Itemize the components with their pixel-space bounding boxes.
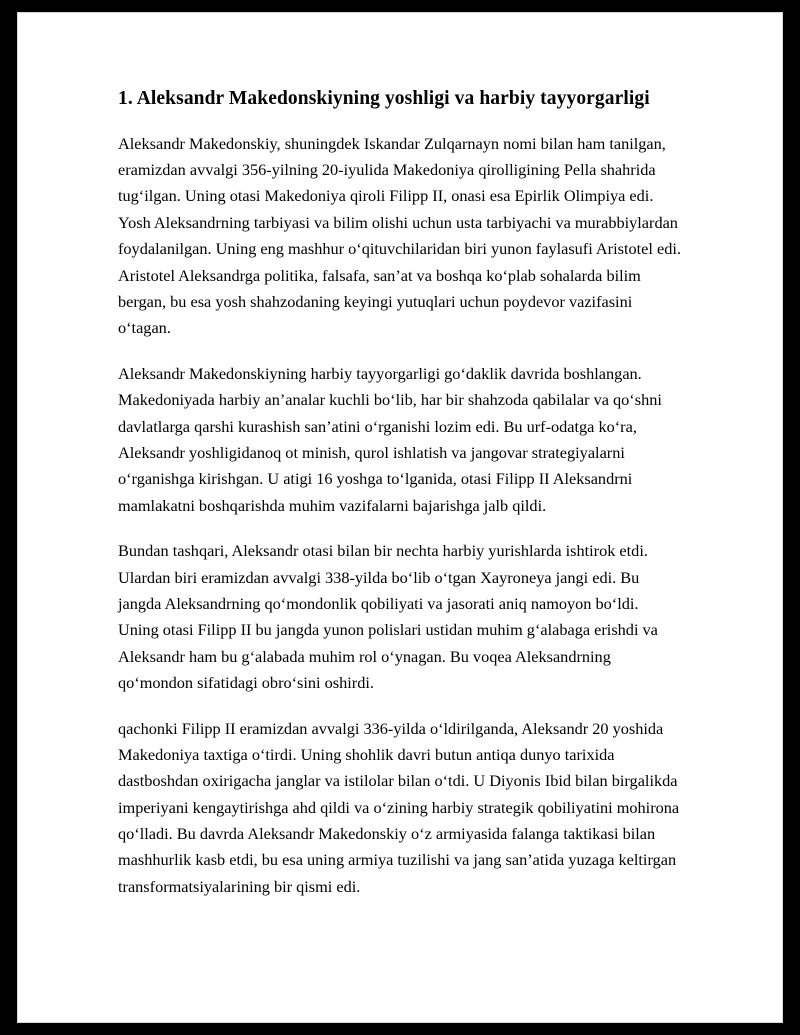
page-title: 1. Aleksandr Makedonskiyning yoshligi va harbiy tayyorgarligi — [118, 88, 650, 109]
paragraph-2: Aleksandr Makedonskiyning harbiy tayyorgarligi go‘daklik davrida boshlangan. Makedoniyada harbiy an’analar kuchli bo‘lib, har bir shahzoda qabilalar va qo‘shni davlatlarga qarshi kurashish san’atini o‘rganishi lozim edi. Bu urf-odatga ko‘ra, Aleksandr yoshligidanoq ot minish, qurol ishlatish va jangovar strategiyalarni o‘rganishga kirishgan. U atigi 16 yoshga to‘lganida, otasi Filipp II Aleksandrni mamlakatni boshqarishda muhim vazifalarni bajarishga jalb qildi. — [118, 363, 662, 515]
paragraph-3: Bundan tashqari, Aleksandr otasi bilan bir nechta harbiy yurishlarda ishtirok etdi. Ulardan biri eramizdan avvalgi 338-yilda bo‘lib o‘tgan Xayroneya jangi edi. Bu jangda Aleksandrning qo‘mondonlik qobiliyati va jasorati aniq namoyon bo‘ldi. Uning otasi Filipp II bu jangda yunon polislari ustidan muhim g‘alabaga erishdi va Aleksandr ham bu g‘alabada muhim rol o‘ynagan. Bu voqea Aleksandrning qo‘mondon sifatidagi obro‘sini oshirdi. — [118, 541, 658, 693]
paragraph-4: qachonki Filipp II eramizdan avvalgi 336-yilda o‘ldirilganda, Aleksandr 20 yoshida Makedoniya taxtiga o‘tirdi. Uning shohlik davri butun antiqa dunyo tarixida dastboshdan oxirigacha janglar va istilolar bilan o‘tdi. U Diyonis Ibid bilan birgalikda imperiyani kengaytirishga ahd qildi va o‘zining harbiy strategik qobiliyatini mohirona qo‘lladi. Bu davrda Aleksandr Makedonskiy o‘z armiyasida falanga taktikasi bilan mashhurlik kasb etdi, bu esa uning armiya tuzilishi va jang san’atida yuzaga keltirgan transformatsiyalarining bir qismi edi. — [118, 718, 680, 896]
document-body — [118, 85, 682, 900]
document-page — [18, 13, 782, 1022]
paragraph-1: Aleksandr Makedonskiy, shuningdek Iskandar Zulqarnayn nomi bilan ham tanilgan, eramizdan avvalgi 356-yilning 20-iyulida Makedoniya qirolligining Pella shahrida tug‘ilgan. Uning otasi Makedoniya qiroli Filipp II, onasi esa Epirlik Olimpiya edi. Yosh Aleksandrning tarbiyasi va bilim olishi uchun usta tarbiyachi va murabbiylardan foydalanilgan. Uning eng mashhur o‘qituvchilaridan biri yunon faylasufi Aristotel edi. Aristotel Aleksandrga politika, falsafa, san’at va boshqa ko‘plab sohalarda bilim bergan, bu esa yosh shahzodaning keyingi yutuqlari uchun poydevor vazifasini o‘tagan. — [118, 133, 681, 338]
